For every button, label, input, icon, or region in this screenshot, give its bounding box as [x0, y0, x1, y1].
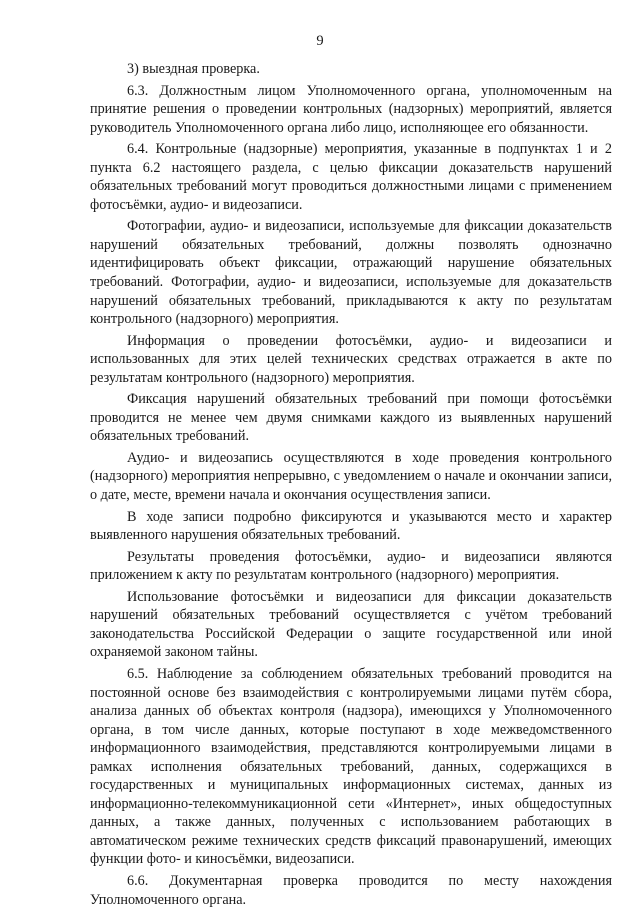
paragraph-6-5: 6.5. Наблюдение за соблюдением обязательных требований проводится на постоянной основе без взаимодействия с контролируемыми лицами путём сбора, анализа данных об объектах контроля (надзора), имеющихся у Уполномоченного органа, в том числе данных, которые поступают в ходе межведомственного информационного взаимодействия, представляются контролируемыми лицами в рамках исполнения обязательных требований, данных, содержащихся в государственных и муниципальных информационных системах, данных из информационно-телекоммуникационной сети «Интернет», иных общедоступных данных, а также данных, полученных с использованием работающих в автоматическом режиме технических средств фиксаций правонарушений, имеющих функции фото- и киносъёмки, видеозаписи.: [90, 665, 612, 868]
paragraph-recording-info: Информация о проведении фотосъёмки, аудио- и видеозаписи и использованных для этих целей технических средствах отражается в акте по результатам контрольного (надзорного) мероприятия.: [90, 332, 612, 386]
paragraph-secrecy: Использование фотосъёмки и видеозаписи для фиксации доказательств нарушений обязательных требований осуществляется с учётом требований законодательства Российской Федерации о защите государственной или иной охраняемой законом тайны.: [90, 588, 612, 661]
paragraph-6-6: 6.6. Документарная проверка проводится по месту нахождения Уполномоченного органа.: [90, 872, 612, 908]
page-number: 9: [316, 33, 324, 49]
paragraph-audio-video: Аудио- и видеозапись осуществляются в ходе проведения контрольного (надзорного) мероприятия непрерывно, с уведомлением о начале и окончании записи, о дате, месте, времени начала и окончания осуществления записи.: [90, 449, 612, 504]
paragraph-recording-details: В ходе записи подробно фиксируются и указываются место и характер выявленного нарушения обязательных требований.: [90, 508, 612, 544]
paragraph-6-3: 6.3. Должностным лицом Уполномоченного органа, уполномоченным на принятие решения о проведении контрольных (надзорных) мероприятий, является руководитель Уполномоченного органа либо лицо, исполняющее его обязанности.: [90, 82, 612, 136]
document-body: [90, 60, 612, 912]
paragraph-results-attachment: Результаты проведения фотосъёмки, аудио- и видеозаписи являются приложением к акту по результатам контрольного (надзорного) мероприятия.: [90, 548, 612, 584]
paragraph-photo-requirements: Фотографии, аудио- и видеозаписи, используемые для фиксации доказательств нарушений обязательных требований, должны позволять однозначно идентифицировать объект фиксации, отражающий нарушение обязательных требований. Фотографии, аудио- и видеозаписи, используемые для доказательств нарушений обязательных требований, прикладываются к акту по результатам контрольного (надзорного) мероприятия.: [90, 218, 612, 328]
paragraph-3-onsite-inspection: 3) выездная проверка.: [127, 61, 260, 77]
paragraph-photo-fixation: Фиксация нарушений обязательных требований при помощи фотосъёмки проводится не менее чем двумя снимками каждого из выявленных нарушений обязательных требований.: [90, 391, 612, 445]
paragraph-6-4: 6.4. Контрольные (надзорные) мероприятия, указанные в подпунктах 1 и 2 пункта 6.2 настоящего раздела, с целью фиксации доказательств нарушений обязательных требований могут проводиться должностными лицами с применением фотосъёмки, аудио- и видеозаписи.: [90, 141, 612, 213]
